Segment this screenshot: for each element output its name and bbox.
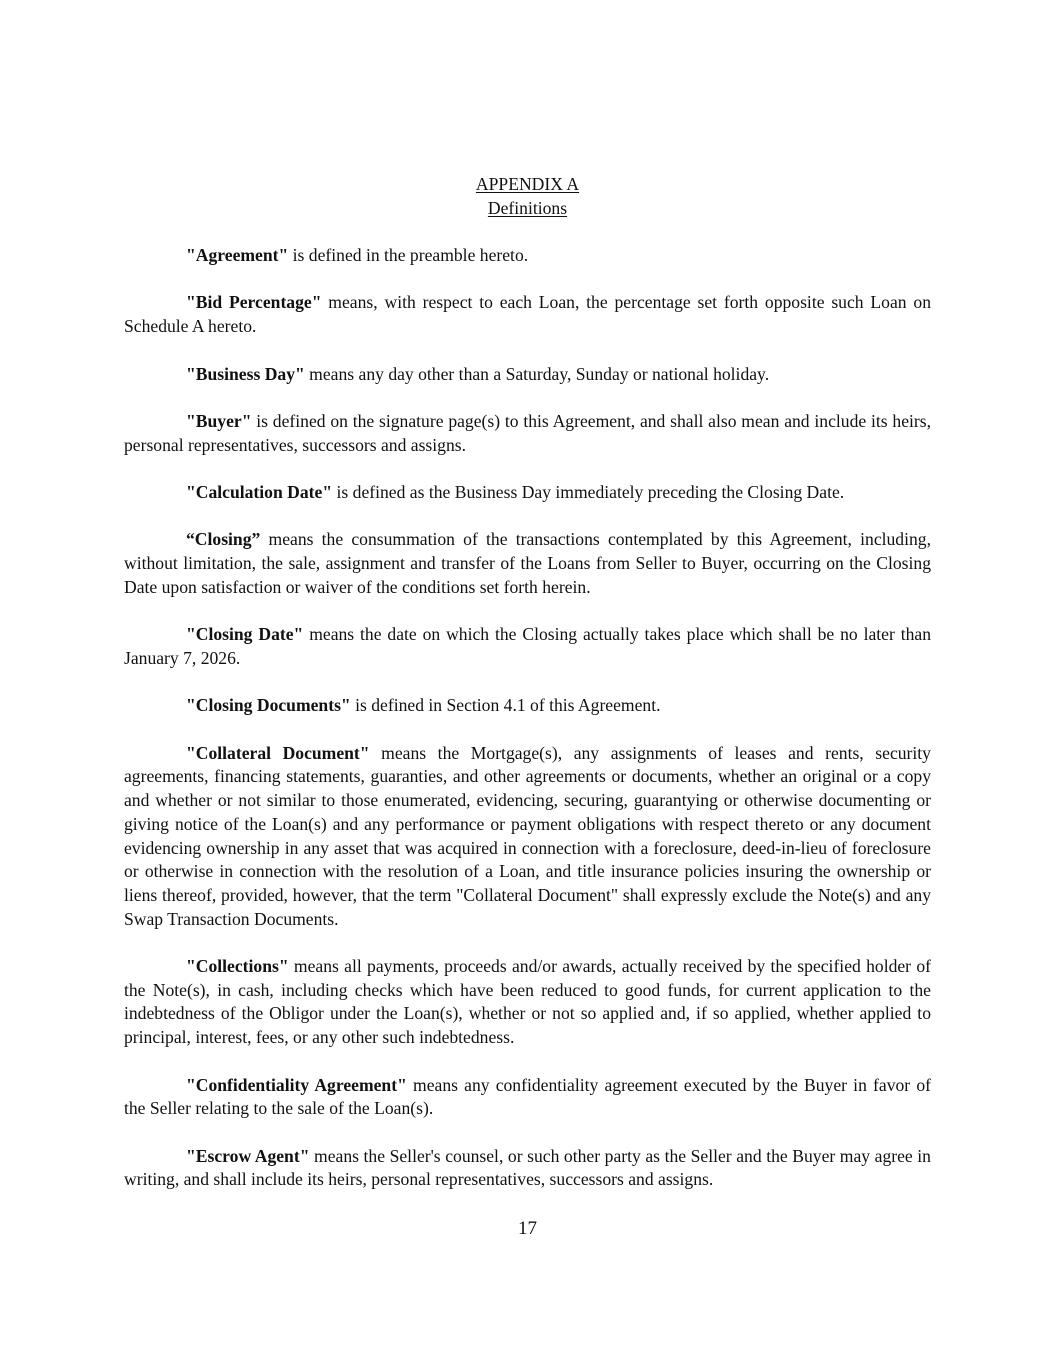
definition-term: "Collections" <box>186 956 289 977</box>
definition-text: means the Mortgage(s), any assignments of leases and rents, security agreements, financing statements, guaranties, and other agreements or documents, whether an original or a copy and whether or not similar to those enumerated, evidencing, securing, guarantying or otherwise documenting or giving notice of the Loan(s) and any performance or payment obligations with respect thereto or any document evidencing ownership in any asset that was acquired in connection with a foreclosure, deed-in-lieu of foreclosure or otherwise in connection with the resolution of a Loan, and title insurance policies insuring the ownership or liens thereof, provided, however, that the term "Collateral Document" shall expressly exclude the Note(s) and any Swap Transaction Documents. <box>124 742 931 929</box>
definition-bid-percentage <box>124 291 931 338</box>
definition-text: is defined on the signature page(s) to this Agreement, and shall also mean and include its heirs, personal representatives, successors and assigns. <box>124 410 931 455</box>
definition-text: means the Seller's counsel, or such other party as the Seller and the Buyer may agree in writing, and shall include its heirs, personal representatives, successors and assigns. <box>124 1145 931 1190</box>
definition-term: "Calculation Date" <box>186 482 333 503</box>
definition-text: means the date on which the Closing actually takes place which shall be no later than January 7, 2026. <box>124 624 932 668</box>
definition-text: means any day other than a Saturday, Sunday or national holiday. <box>304 363 770 384</box>
definition-text: is defined in Section 4.1 of this Agreement. <box>350 695 661 716</box>
definition-term: "Collateral Document" <box>186 742 370 763</box>
document-page <box>124 173 931 1216</box>
definition-term: "Business Day" <box>186 363 305 384</box>
definitions-title <box>124 197 931 221</box>
definition-agreement <box>124 244 931 268</box>
appendix-label-text: APPENDIX A <box>475 174 580 194</box>
definition-term: "Escrow Agent" <box>186 1145 310 1166</box>
definition-closing-date <box>124 623 931 670</box>
definition-collections <box>124 955 931 1050</box>
appendix-header <box>124 173 931 220</box>
definition-closing-documents <box>124 694 931 718</box>
definition-calculation-date <box>124 481 931 505</box>
definition-term: "Buyer" <box>186 410 252 431</box>
definition-text: means all payments, proceeds and/or awards, actually received by the specified holder of the Note(s), in cash, including checks which have been reduced to good funds, for current application to the indebtedness of the Obligor under the Loan(s), whether or not so applied and, if so applied, whether applied to principal, interest, fees, or any other such indebtedness. <box>124 956 931 1048</box>
definition-closing <box>124 528 931 599</box>
definition-text: is defined as the Business Day immediately preceding the Closing Date. <box>332 482 845 503</box>
definition-term: “Closing” <box>186 529 261 550</box>
definition-escrow-agent <box>124 1145 931 1192</box>
definition-term: "Bid Percentage" <box>186 292 322 313</box>
definition-collateral-document <box>124 742 931 932</box>
definition-term: "Closing Documents" <box>186 695 351 716</box>
definition-text: is defined in the preamble hereto. <box>288 245 529 266</box>
definition-text: means any confidentiality agreement executed by the Buyer in favor of the Seller relating to the sale of the Loan(s). <box>124 1074 931 1119</box>
definition-text: means, with respect to each Loan, the percentage set forth opposite such Loan on Schedule A hereto. <box>124 292 931 337</box>
page-number: 17 <box>518 1218 537 1239</box>
definition-business-day <box>124 363 931 387</box>
definitions-title-text: Definitions <box>487 197 568 218</box>
definition-term: "Agreement" <box>186 245 289 266</box>
definition-text: means the consummation of the transactions contemplated by this Agreement, including, without limitation, the sale, assignment and transfer of the Loans from Seller to Buyer, occurring on the Closing Date upon satisfaction or waiver of the conditions set forth herein. <box>124 529 931 597</box>
definition-confidentiality-agreement <box>124 1074 931 1121</box>
definition-term: "Closing Date" <box>186 624 304 645</box>
definition-term: "Confidentiality Agreement" <box>186 1074 407 1095</box>
appendix-label <box>124 173 931 197</box>
definition-buyer <box>124 410 931 457</box>
